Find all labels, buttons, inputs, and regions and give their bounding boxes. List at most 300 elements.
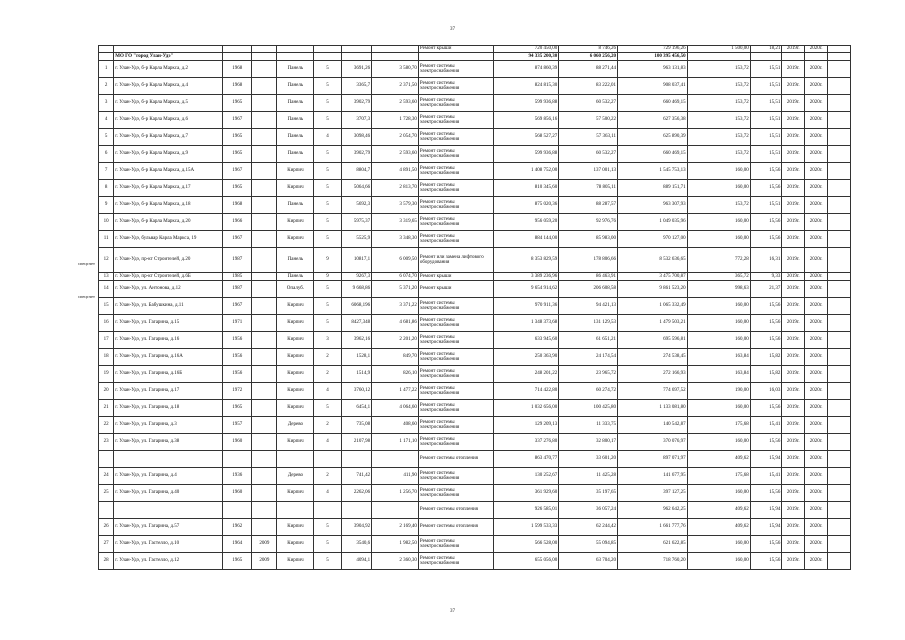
cell-addr: г. Улан-Удэ, ул. Гагарина, д.16Б (114, 366, 223, 383)
cell-psqm: 160,00 (687, 214, 750, 231)
cell-work: Ремонт системы электроснабжения (418, 214, 493, 231)
cell-mat: Панель (277, 61, 314, 78)
cell-cost: 130 252,67 (493, 468, 558, 485)
cell-psqm: 190,00 (687, 383, 750, 400)
cell-area2: 1 982,50 (372, 536, 419, 553)
cell-work: Ремонт системы электроснабжения (418, 231, 493, 248)
cell-rate: 15,51 (750, 95, 782, 112)
cell-addr: г. Улан-Удэ, ул. Гагарина, д.40 (114, 485, 223, 502)
cell-year2 (252, 468, 277, 485)
cell-addr: г. Улан-Удэ, пр-кт Строителей, д.20 (114, 248, 223, 273)
cell-area2: 411,90 (372, 468, 419, 485)
table-row (99, 485, 851, 502)
cell-total: 1 479 503,21 (618, 315, 688, 332)
cell-vat: 88 271,44 (559, 61, 618, 78)
cell-addr: г. Улан-Удэ, б-р Карла Маркса, д.7 (114, 129, 223, 146)
cell-area: 3365,7 (341, 78, 371, 95)
cell-n: 16 (99, 315, 114, 332)
cell-start: 2019г. (782, 332, 805, 349)
cell-work: Ремонт системы электроснабжения (418, 180, 493, 197)
cell-n: 21 (99, 400, 114, 417)
cell-rate: 15,56 (750, 553, 782, 570)
cell-area2: 3 348,30 (372, 231, 419, 248)
cell-mat: Кирпич (277, 349, 314, 366)
cell-work: Ремонт системы электроснабжения (418, 383, 493, 400)
cell-addr: г. Улан-Удэ, б-р Карла Маркса, д.20 (114, 214, 223, 231)
cell-year: 1965 (223, 553, 252, 570)
cell-work: Ремонт системы электроснабжения (418, 349, 493, 366)
cell-year2 (252, 451, 277, 468)
cell-total: 1 049 035,96 (618, 214, 688, 231)
cell-psqm: 175,68 (687, 468, 750, 485)
cell-mat: Панель (277, 95, 314, 112)
side-note-1: спецсчет (78, 261, 95, 266)
cell-cost: 714 422,80 (493, 383, 558, 400)
cell-psqm: 998,63 (687, 281, 750, 298)
table-row (99, 248, 851, 273)
cell-addr (114, 451, 223, 468)
cell-start: 2019г. (782, 214, 805, 231)
cell-start: 2019г. (782, 273, 805, 281)
table-row (99, 349, 851, 366)
cell-total: 621 622,85 (618, 536, 688, 553)
cell-cost: 129 209,13 (493, 417, 558, 434)
cell-end: 2020г. (805, 366, 828, 383)
cell-psqm: 365,72 (687, 273, 750, 281)
cell-cost: 1 599 533,33 (493, 519, 558, 536)
cell-vat: 206 608,58 (559, 281, 618, 298)
cell-year: 1967 (223, 163, 252, 180)
cell-start: 2019г. (782, 400, 805, 417)
cell-year: 1967 (223, 112, 252, 129)
cell-mat: Кирпич (277, 400, 314, 417)
cell-n: 5 (99, 129, 114, 146)
cell-fl: 5 (314, 298, 341, 315)
cell-vat: 61 651,21 (559, 332, 618, 349)
cell-rate: 15,56 (750, 434, 782, 451)
cell-start: 2019г. (782, 281, 805, 298)
cell-rate: 15,94 (750, 519, 782, 536)
cell-work: Ремонт системы электроснабжения (418, 163, 493, 180)
cell-n: 23 (99, 434, 114, 451)
cell-area2: 1 256,70 (372, 485, 419, 502)
cell-n: 2 (99, 78, 114, 95)
cell-fl: 5 (314, 231, 341, 248)
cell-area2: 3 319,65 (372, 214, 419, 231)
cell-total: 1 661 777,76 (618, 519, 688, 536)
cell-area: 3904,92 (341, 519, 371, 536)
cell-psqm: 160,00 (687, 400, 750, 417)
cell-work: Ремонт системы электроснабжения (418, 366, 493, 383)
cell-area: 735,08 (341, 417, 371, 434)
cell-area: 6454,1 (341, 400, 371, 417)
cell-start: 2019г. (782, 417, 805, 434)
table-row (99, 146, 851, 163)
cell-fl: 9 (314, 248, 341, 273)
cell-start: 2019г. (782, 129, 805, 146)
cell-psqm: 175,68 (687, 417, 750, 434)
cell-mat: Кирпич (277, 536, 314, 553)
cell-n: 20 (99, 383, 114, 400)
cell-rate: 15,56 (750, 163, 782, 180)
cell-area2 (372, 502, 419, 519)
cell-area: 3760,12 (341, 383, 371, 400)
cell-cost: 875 020,36 (493, 197, 558, 214)
cell-addr: г. Улан-Удэ, ул. Гагарина, д.57 (114, 519, 223, 536)
cell-n: 27 (99, 536, 114, 553)
cell-n: 1 (99, 61, 114, 78)
cell-fl: 9 (314, 273, 341, 281)
cell-year (223, 451, 252, 468)
cell-area2: 826,10 (372, 366, 419, 383)
cell-year2 (252, 417, 277, 434)
cell-total: 774 697,52 (618, 383, 688, 400)
cell-mat: Панель (277, 146, 314, 163)
cell-total: 1 065 332,49 (618, 298, 688, 315)
cell-start: 2019г. (782, 231, 805, 248)
cell-rate: 15,82 (750, 349, 782, 366)
cell-year2 (252, 434, 277, 451)
cell-start: 2019г. (782, 315, 805, 332)
cell-fl: 2 (314, 468, 341, 485)
cell-end: 2020г. (805, 281, 828, 298)
cell-fl (314, 502, 341, 519)
cell-total: 140 542,87 (618, 417, 688, 434)
cell-addr: г. Улан-Удэ, б-р Карла Маркса, д.5 (114, 95, 223, 112)
cell-psqm: 160,00 (687, 163, 750, 180)
side-note-2: спецсчет (78, 294, 95, 299)
cell-total: 963 307,93 (618, 197, 688, 214)
cell-start: 2019г. (782, 197, 805, 214)
cell-end: 2020г. (805, 248, 828, 273)
cell-area: 9267,3 (341, 273, 371, 281)
cell-fl: 5 (314, 78, 341, 95)
cell-start: 2019г. (782, 519, 805, 536)
cell-addr: г. Улан-Удэ, б-р Карла Маркса, д.17 (114, 180, 223, 197)
cell-rate: 16,31 (750, 248, 782, 273)
cell-n (99, 502, 114, 519)
cell-fl: 5 (314, 536, 341, 553)
cell-year2 (252, 400, 277, 417)
cell-rate: 15,56 (750, 214, 782, 231)
cell-fl: 2 (314, 366, 341, 383)
cell-work: Ремонт системы электроснабжения (418, 61, 493, 78)
cell-year: 1967 (223, 231, 252, 248)
cell-work: Ремонт или замена лифтового оборудования (418, 248, 493, 273)
table-row (99, 315, 851, 332)
cell-area2: 2 593,60 (372, 95, 419, 112)
cell-psqm: 163,84 (687, 366, 750, 383)
cell-year: 1987 (223, 281, 252, 298)
cell-psqm: 160,00 (687, 298, 750, 315)
cell-addr: г. Улан-Удэ, б-р Карла Маркса, д.4 (114, 78, 223, 95)
cell-area2: 2 360,30 (372, 553, 419, 570)
cell-work: Ремонт крыши (418, 46, 493, 53)
cell-total: 729 196,26 (618, 46, 688, 53)
cell-addr: г. Улан-Удэ, б-р Карла Маркса, д.6 (114, 112, 223, 129)
cell-vat: 32 800,17 (559, 434, 618, 451)
cell-year: 1964 (223, 536, 252, 553)
page-number-bottom: 37 (450, 609, 455, 614)
cell-n: 24 (99, 468, 114, 485)
cell-end: 2020г. (805, 553, 828, 570)
cell-area: 1528,1 (341, 349, 371, 366)
cell-year2 (252, 349, 277, 366)
table-row (99, 502, 851, 519)
cell-psqm: 153,72 (687, 112, 750, 129)
table-row (99, 112, 851, 129)
cell-addr: г. Улан-Удэ, ул. Гагарина, д.17 (114, 383, 223, 400)
cell-start: 2019г. (782, 46, 805, 53)
table-row (99, 553, 851, 570)
cell-year2 (252, 383, 277, 400)
cell-cost: 599 936,88 (493, 95, 558, 112)
table-row (99, 214, 851, 231)
cell-area2: 408,60 (372, 417, 419, 434)
cell-area: 3707,3 (341, 112, 371, 129)
cell-rate: 15,56 (750, 536, 782, 553)
cell-cost: 824 815,30 (493, 78, 558, 95)
cell-addr: г. Улан-Удэ, ул. Гагарина, д.18 (114, 400, 223, 417)
cell-area2: 3 580,70 (372, 61, 419, 78)
cell-psqm: 160,00 (687, 231, 750, 248)
cell-end: 2020г. (805, 417, 828, 434)
cell-vat: 11 333,75 (559, 417, 618, 434)
cell-vat: 23 965,72 (559, 366, 618, 383)
capital-repair-table (98, 45, 851, 570)
cell-year2: 2009 (252, 536, 277, 553)
cell-psqm: 153,72 (687, 146, 750, 163)
cell-psqm: 153,72 (687, 129, 750, 146)
cell-n: 10 (99, 214, 114, 231)
cell-vat: 60 274,72 (559, 383, 618, 400)
municipality-name: МО ГО "город Улан-Удэ" (114, 53, 223, 61)
cell-area2: 3 371,22 (372, 298, 419, 315)
cell-n: 15 (99, 298, 114, 315)
cell-year: 1965 (223, 95, 252, 112)
cell-fl: 5 (314, 146, 341, 163)
cell-area2: 5 371,20 (372, 281, 419, 298)
cell-psqm: 160,00 (687, 536, 750, 553)
cell-year2 (252, 197, 277, 214)
cell-cost: 810 345,60 (493, 180, 558, 197)
cell-area2: 1 171,10 (372, 434, 419, 451)
cell-addr: г. Улан-Удэ, пр-кт Строителей, д.6Б (114, 273, 223, 281)
cell-rate: 15,51 (750, 61, 782, 78)
cell-vat: 92 976,76 (559, 214, 618, 231)
cell-n: 11 (99, 231, 114, 248)
cell-year2 (252, 366, 277, 383)
cell-vat: 60 532,27 (559, 95, 618, 112)
cell-addr: г. Улан-Удэ, ул. Гастелло, д.10 (114, 536, 223, 553)
cell-addr (114, 502, 223, 519)
cell-work: Ремонт системы электроснабжения (418, 434, 493, 451)
table-row (99, 163, 851, 180)
cell-end: 2020г. (805, 383, 828, 400)
municipality-total: 100 395 456,50 (618, 53, 688, 61)
cell-cost: 633 945,60 (493, 332, 558, 349)
cell-vat: 33 601,20 (559, 451, 618, 468)
cell-total: 1 133 081,80 (618, 400, 688, 417)
cell-start: 2019г. (782, 485, 805, 502)
cell-total: 660 469,15 (618, 95, 688, 112)
cell-mat: Кирпич (277, 180, 314, 197)
cell-total: 970 127,00 (618, 231, 688, 248)
cell-total: 9 861 523,20 (618, 281, 688, 298)
table-row (99, 536, 851, 553)
cell-total: 963 131,83 (618, 61, 688, 78)
cell-area2: 4 681,86 (372, 315, 419, 332)
cell-fl: 5 (314, 112, 341, 129)
cell-vat: 57 363,11 (559, 129, 618, 146)
municipality-cost: 94 335 200,30 (493, 53, 558, 61)
cell-total: 889 151,71 (618, 180, 688, 197)
cell-area: 1514,9 (341, 366, 371, 383)
table-row (99, 451, 851, 468)
cell-end: 2020г. (805, 349, 828, 366)
cell-addr: г. Улан-Удэ, б-р Карла Маркса, д.18 (114, 197, 223, 214)
cell-n: 14 (99, 281, 114, 298)
cell-cost: 9 654 914,62 (493, 281, 558, 298)
cell-n: 28 (99, 553, 114, 570)
cell-psqm: 153,72 (687, 95, 750, 112)
cell-cost: 568 527,27 (493, 129, 558, 146)
cell-year2 (252, 61, 277, 78)
table-row (99, 197, 851, 214)
cell-fl: 3 (314, 332, 341, 349)
cell-end: 2020г. (805, 536, 828, 553)
cell-start: 2019г. (782, 434, 805, 451)
table-row (99, 231, 851, 248)
cell-end: 2020г. (805, 468, 828, 485)
cell-vat: 83 222,01 (559, 78, 618, 95)
cell-area (341, 502, 371, 519)
cell-addr: г. Улан-Удэ, ул. Гастелло, д.12 (114, 553, 223, 570)
cell-n: 9 (99, 197, 114, 214)
cell-rate: 15,51 (750, 112, 782, 129)
cell-vat: 63 704,20 (559, 553, 618, 570)
cell-rate: 15,51 (750, 146, 782, 163)
table-row (99, 468, 851, 485)
table-row (99, 281, 851, 298)
cell-addr: г. Улан-Удэ, ул. Гагарина, д.16 (114, 332, 223, 349)
cell-year2 (252, 78, 277, 95)
cell-fl: 5 (314, 519, 341, 536)
cell-total: 908 037,41 (618, 78, 688, 95)
cell-year: 1962 (223, 519, 252, 536)
cell-psqm: 409,62 (687, 451, 750, 468)
cell-end: 2020г. (805, 180, 828, 197)
cell-area: 8804,7 (341, 163, 371, 180)
cell-rate: 16,03 (750, 383, 782, 400)
cell-fl: 4 (314, 383, 341, 400)
cell-cost: 926 585,01 (493, 502, 558, 519)
cell-fl: 5 (314, 197, 341, 214)
cell-end: 2020г. (805, 214, 828, 231)
cell-work: Ремонт крыши (418, 273, 493, 281)
cell-end: 2020г. (805, 502, 828, 519)
cell-end: 2020г. (805, 46, 828, 53)
table-row (99, 61, 851, 78)
cell-psqm: 163,84 (687, 349, 750, 366)
cell-area2 (372, 451, 419, 468)
cell-start: 2019г. (782, 536, 805, 553)
cell-area: 5064,66 (341, 180, 371, 197)
cell-psqm: 160,00 (687, 485, 750, 502)
table-row-municipality (99, 53, 851, 61)
cell-year2 (252, 502, 277, 519)
cell-cost: 8 353 829,59 (493, 248, 558, 273)
cell-year2 (252, 112, 277, 129)
cell-rate: 15,41 (750, 417, 782, 434)
cell-mat: Кирпич (277, 519, 314, 536)
cell-year: 1987 (223, 248, 252, 273)
cell-cost: 956 059,20 (493, 214, 558, 231)
cell-vat: 94 421,13 (559, 298, 618, 315)
cell-psqm: 160,00 (687, 180, 750, 197)
cell-cost: 3 389 236,96 (493, 273, 558, 281)
cell-end: 2020г. (805, 315, 828, 332)
cell-year (223, 502, 252, 519)
cell-vat: 78 805,11 (559, 180, 618, 197)
cell-cost: 250 363,90 (493, 349, 558, 366)
cell-n: 25 (99, 485, 114, 502)
cell-area: 3902,79 (341, 95, 371, 112)
cell-rate: 15,51 (750, 78, 782, 95)
cell-area: 2262,06 (341, 485, 371, 502)
cell-year: 1968 (223, 61, 252, 78)
cell-n: 4 (99, 112, 114, 129)
cell-vat: 86 463,91 (559, 273, 618, 281)
cell-total: 397 127,25 (618, 485, 688, 502)
cell-area: 3098,46 (341, 129, 371, 146)
table-row-first (99, 46, 851, 53)
cell-vat: 85 983,00 (559, 231, 618, 248)
cell-start: 2019г. (782, 383, 805, 400)
cell-area: 5975,37 (341, 214, 371, 231)
cell-work: Ремонт системы электроснабжения (418, 553, 493, 570)
cell-total: 3 475 700,87 (618, 273, 688, 281)
cell-year2 (252, 95, 277, 112)
cell-area: 5525,9 (341, 231, 371, 248)
table-row (99, 519, 851, 536)
cell-fl: 5 (314, 163, 341, 180)
cell-mat: Панель (277, 197, 314, 214)
cell-cost: 599 936,88 (493, 146, 558, 163)
cell-cost: 970 911,36 (493, 298, 558, 315)
cell-addr: г. Улан-Удэ, ул. Гагарина, д.15 (114, 315, 223, 332)
cell-psqm: 772,28 (687, 248, 750, 273)
cell-total: 625 890,39 (618, 129, 688, 146)
cell-fl: 2 (314, 417, 341, 434)
cell-mat: Кирпич (277, 163, 314, 180)
cell-start: 2019г. (782, 451, 805, 468)
cell-total: 274 538,45 (618, 349, 688, 366)
cell-year: 1967 (223, 298, 252, 315)
cell-year: 1965 (223, 180, 252, 197)
cell-area2: 4 064,60 (372, 400, 419, 417)
cell-start: 2019г. (782, 349, 805, 366)
cell-work: Ремонт системы электроснабжения (418, 95, 493, 112)
cell-end: 2020г. (805, 146, 828, 163)
cell-year: 1960 (223, 485, 252, 502)
cell-year2 (252, 273, 277, 281)
cell-psqm: 160,00 (687, 553, 750, 570)
cell-cost: 720 450,00 (493, 46, 558, 53)
cell-area: 741,42 (341, 468, 371, 485)
cell-end: 2020г. (805, 61, 828, 78)
cell-work: Ремонт системы электроснабжения (418, 536, 493, 553)
